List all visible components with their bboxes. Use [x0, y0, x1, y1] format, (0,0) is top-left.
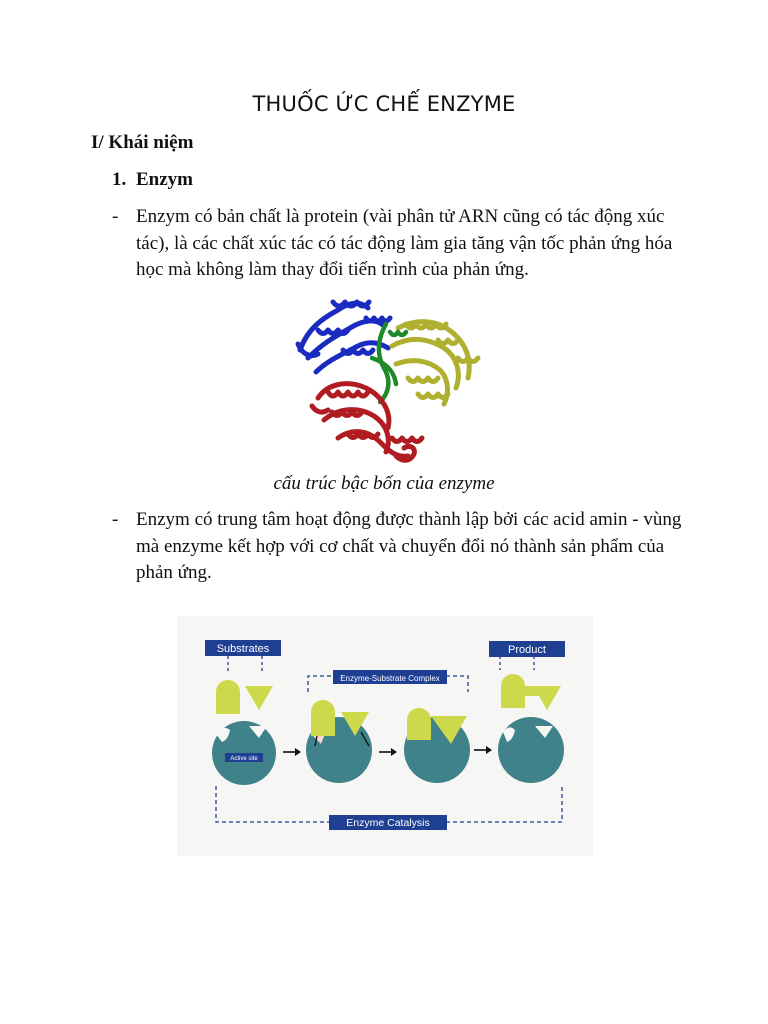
subsection-title: Enzym [136, 169, 193, 190]
subsection-heading [112, 169, 193, 191]
product-label: Product [508, 644, 546, 656]
bullet-paragraph-1 [112, 204, 682, 284]
subsection-number: 1. [112, 169, 127, 190]
active-site-label: Active site [230, 756, 258, 762]
bullet-paragraph-2 [112, 507, 682, 587]
catalysis-label: Enzyme Catalysis [346, 817, 430, 829]
bullet-dash: - [112, 206, 119, 227]
figure-caption: cấu trúc bậc bốn của enzyme [273, 473, 495, 494]
enzyme-catalysis-diagram [177, 616, 593, 856]
paragraph-text: Enzym có bản chất là protein (vài phân tử ARN cũng có tác động xúc tác), là các chất xúc tác có tác động làm gia tăng vận tốc phản ứng hóa học mà không làm thay đổi tiến trình của phản ứng. [136, 206, 673, 280]
complex-label: Enzyme-Substrate Complex [340, 674, 440, 683]
bullet-dash: - [112, 509, 119, 530]
document-title: THUỐC ỨC CHẾ ENZYME [252, 92, 516, 116]
protein-structure-image [288, 288, 484, 470]
section-heading: I/ Khái niệm [91, 132, 194, 153]
substrates-label: Substrates [216, 643, 270, 655]
paragraph-text: Enzym có trung tâm hoạt động được thành lập bởi các acid amin - vùng mà enzyme kết hợp với cơ chất và chuyển đổi nó thành sản phẩm của phản ứng. [136, 509, 682, 583]
